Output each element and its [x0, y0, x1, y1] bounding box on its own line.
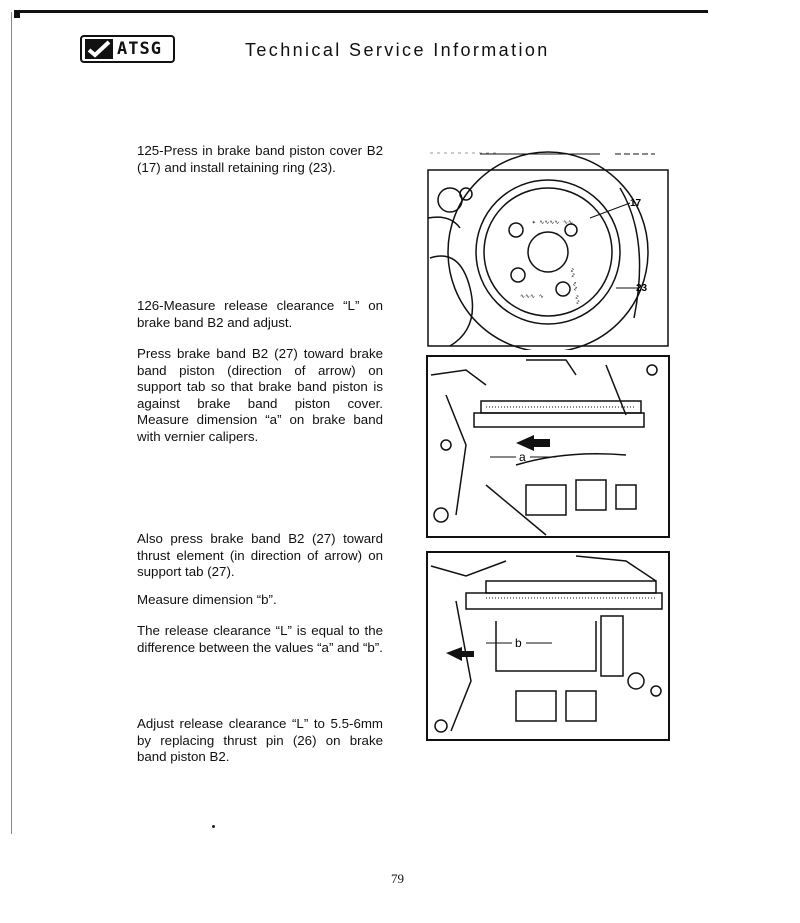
header-rule [18, 10, 708, 13]
figure-measure-b [426, 551, 670, 741]
header-rule-tick [14, 10, 20, 18]
checkmark-logo-icon [85, 39, 113, 59]
measure-b-text: Measure dimension “b”. [137, 592, 277, 607]
callout-17: 17 [630, 198, 642, 209]
logo-text: ATSG [117, 39, 162, 59]
label-b: b [515, 636, 522, 650]
page-speck [212, 825, 215, 828]
page-title: Technical Service Information [245, 40, 550, 60]
atsg-logo [80, 35, 175, 63]
step-125-text: 125-Press in brake band piston cover B2 (17) and install retaining ring (23). [137, 143, 383, 175]
page-margin-line [11, 12, 12, 834]
svg-text:∿∿∿ ∿: ∿∿∿ ∿ [520, 293, 544, 300]
press-b-text: Also press brake band B2 (27) toward thrust element (in direction of arrow) on support tab (27). [137, 531, 383, 579]
svg-text:✶ ∿∿∿∿ ∿∿: ✶ ∿∿∿∿ ∿∿ [532, 219, 574, 226]
step-126-text: 126-Measure release clearance “L” on brake band B2 and adjust. [137, 298, 383, 330]
svg-text:∿∿ ∿∿ ∿∿: ∿∿ ∿∿ ∿∿ [568, 267, 582, 306]
press-a-text: Press brake band B2 (27) toward brake band piston (direction of arrow) on support tab so that brake band piston is against brake band piston cover. Measure dimension “a” on brake band with vernier calipers. [137, 346, 383, 444]
page-number: 79 [391, 871, 404, 886]
label-a: a [519, 450, 526, 464]
figure-piston-cover [420, 148, 670, 350]
adjust-text: Adjust release clearance “L” to 5.5-6mm by replacing thrust pin (26) on brake band piston B2. [137, 716, 383, 764]
figure-measure-a [426, 355, 670, 538]
equal-text: The release clearance “L” is equal to the difference between the values “a” and “b”. [137, 623, 383, 655]
callout-23: 23 [636, 283, 648, 294]
